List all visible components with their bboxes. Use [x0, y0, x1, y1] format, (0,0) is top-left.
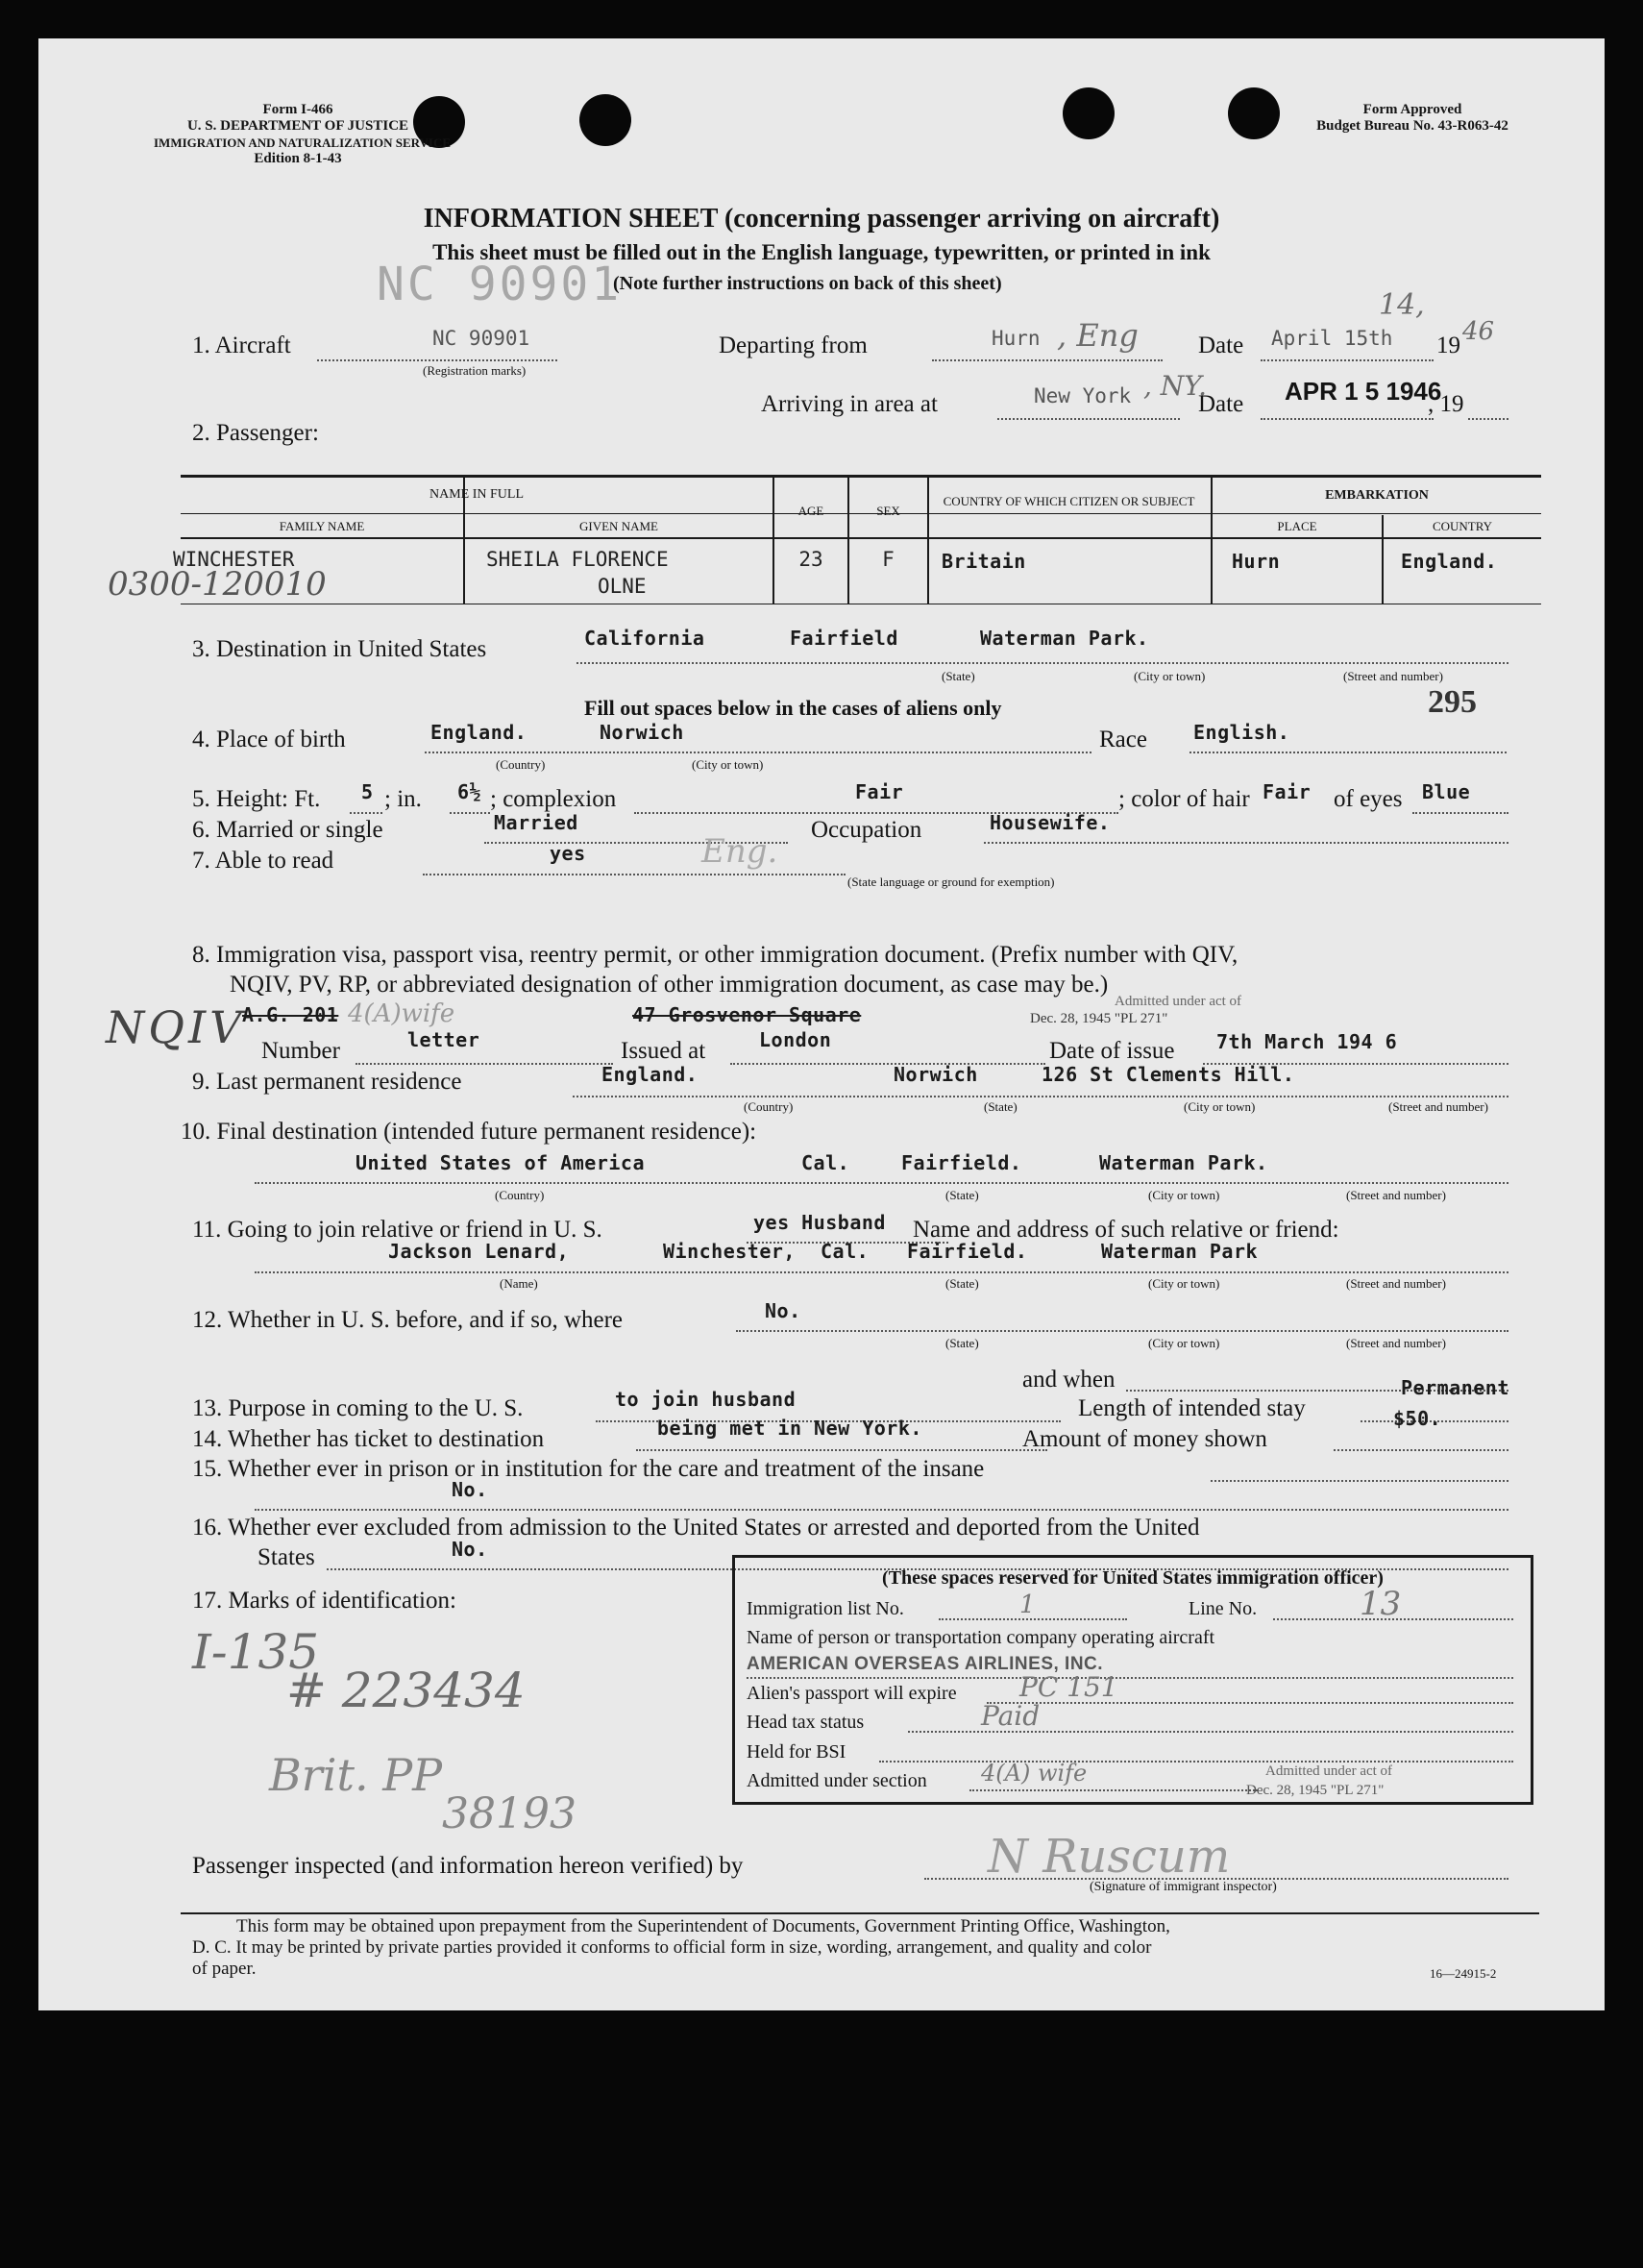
hair-label: ; color of hair — [1118, 786, 1250, 812]
residence-state-caption: (State) — [984, 1099, 1018, 1114]
relative-state-caption: (State) — [945, 1276, 979, 1291]
citizen-value: Britain — [942, 550, 1026, 573]
visa-typed-prefix: A.G. 201 — [242, 1003, 339, 1026]
visa-section-hand: 4(A)wife — [348, 999, 455, 1028]
given-name-value-2: OLNE — [598, 575, 647, 598]
ticket-value: being met in New York. — [657, 1417, 922, 1440]
th-age: AGE — [797, 504, 824, 518]
join-value: yes Husband — [753, 1211, 886, 1234]
eyes-label: of eyes — [1334, 786, 1403, 812]
edition: Edition 8-1-43 — [254, 151, 342, 166]
date-hand: 14, — [1379, 288, 1425, 322]
issue-date-label: Date of issue — [1049, 1038, 1175, 1064]
marks-hand-1: I-135 — [192, 1624, 320, 1680]
excluded-value: No. — [452, 1538, 488, 1561]
date-value: April 15th — [1271, 327, 1393, 350]
complexion-value: Fair — [855, 780, 904, 803]
excluded-label-2: States — [257, 1544, 315, 1570]
destination-street-caption: (Street and number) — [1343, 669, 1443, 683]
th-place: PLACE — [1277, 519, 1317, 533]
departing-hand: , Eng — [1057, 317, 1139, 354]
passenger-label: 2. Passenger: — [192, 420, 319, 446]
form-subtitle: This sheet must be filled out in the English language, typewritten, or printed in ink — [432, 240, 1211, 264]
join-label: 11. Going to join relative or friend in U. S. — [192, 1217, 602, 1243]
arriving-value: New York — [1034, 384, 1132, 407]
visa-stamp-date: Dec. 28, 1945 "PL 271" — [1030, 1011, 1168, 1026]
excluded-label: 16. Whether ever excluded from admission to the United States or arrested and deported from the United — [192, 1515, 1200, 1541]
residence-street-caption: (Street and number) — [1388, 1099, 1488, 1114]
purpose-value: to join husband — [615, 1388, 797, 1411]
visa-prefix-hand: NQIV — [106, 1001, 246, 1053]
age-value: 23 — [798, 548, 823, 571]
race-label: Race — [1099, 727, 1147, 752]
punch-hole — [1228, 87, 1280, 139]
final-destination-label: 10. Final destination (intended future permanent residence): — [181, 1119, 757, 1145]
bsi-label: Held for BSI — [747, 1741, 846, 1763]
destination-city-caption: (City or town) — [1134, 669, 1206, 683]
departing-label: Departing from — [719, 333, 868, 358]
destination-city: Fairfield — [790, 627, 898, 650]
footer-code: 16—24915-2 — [1430, 1966, 1497, 1981]
departing-value: Hurn — [992, 327, 1041, 350]
read-value: yes — [550, 842, 586, 865]
prison-value: No. — [452, 1478, 488, 1501]
birth-country-caption: (Country) — [496, 757, 546, 772]
final-country: United States of America — [356, 1151, 645, 1174]
issued-value: London — [759, 1028, 832, 1051]
service: IMMIGRATION AND NATURALIZATION SERVICE — [154, 136, 452, 150]
prison-label: 15. Whether ever in prison or in institution for the care and treatment of the insane — [192, 1456, 985, 1482]
relative-state: Cal. — [821, 1240, 870, 1263]
section-label: Admitted under section — [747, 1770, 927, 1791]
relative-street-caption: (Street and number) — [1346, 1276, 1446, 1291]
arriving-label: Arriving in area at — [761, 391, 938, 417]
visa-stamp-admitted: Admitted under act of — [1115, 994, 1242, 1009]
married-label: 6. Married or single — [192, 817, 383, 843]
box-stamp-date: Dec. 28, 1945 "PL 271" — [1246, 1783, 1385, 1798]
arrival-date-label: Date — [1198, 391, 1244, 417]
th-family-name: FAMILY NAME — [279, 519, 365, 533]
relative-name: Jackson Lenard, — [388, 1240, 570, 1263]
form-header-left — [154, 102, 452, 167]
relative-town: Fairfield. — [907, 1240, 1028, 1263]
destination-state-caption: (State) — [942, 669, 975, 683]
relative-street: Waterman Park — [1101, 1240, 1259, 1263]
hair-value: Fair — [1263, 780, 1312, 803]
before-city-caption: (City or town) — [1148, 1336, 1220, 1350]
footer-text-1: This form may be obtained upon prepayment from the Superintendent of Documents, Government Printing Office, Washington, — [236, 1916, 1170, 1936]
before-street-caption: (Street and number) — [1346, 1336, 1446, 1350]
date-label: Date — [1198, 333, 1244, 358]
destination-state: California — [584, 627, 705, 650]
when-label: and when — [1022, 1367, 1116, 1393]
birth-city-caption: (City or town) — [692, 757, 764, 772]
residence-label: 9. Last permanent residence — [192, 1069, 462, 1095]
visa-label-2: NQIV, PV, RP, or abbreviated designation of other immigration document, as case may be.) — [230, 972, 1109, 998]
footer-text-2: D. C. It may be printed by private parties provided it conforms to official form in size, wording, arrangement, and quality and color — [192, 1937, 1152, 1958]
destination-label: 3. Destination in United States — [192, 636, 487, 662]
money-label: Amount of money shown — [1022, 1426, 1267, 1452]
punch-hole — [579, 94, 631, 146]
read-label: 7. Able to read — [192, 848, 334, 874]
height-ft: 5 — [361, 780, 374, 803]
birth-city: Norwich — [600, 721, 684, 744]
embark-place-value: Hurn — [1232, 550, 1281, 573]
aircraft-value: NC 90901 — [432, 327, 530, 350]
before-state-caption: (State) — [945, 1336, 979, 1350]
residence-state: Norwich — [894, 1063, 978, 1086]
marks-hand-3: Brit. PP — [269, 1749, 443, 1801]
final-city: Fairfield. — [901, 1151, 1022, 1174]
marks-hand-4: 38193 — [442, 1789, 576, 1838]
th-given-name: GIVEN NAME — [579, 519, 658, 533]
before-label: 12. Whether in U. S. before, and if so, where — [192, 1307, 624, 1333]
company-value: AMERICAN OVERSEAS AIRLINES, INC. — [747, 1654, 1104, 1674]
visa-label-1: 8. Immigration visa, passport visa, reentry permit, or other immigration document. (Prefix number with QIV, — [192, 942, 1238, 968]
budget-bureau: Budget Bureau No. 43-R063-42 — [1316, 118, 1508, 134]
passport-label: Alien's passport will expire — [747, 1683, 957, 1704]
form-number: Form I-466 — [262, 102, 333, 117]
height-in-label: ; in. — [384, 786, 422, 812]
th-country: COUNTRY — [1432, 519, 1493, 533]
purpose-label: 13. Purpose in coming to the U. S. — [192, 1395, 524, 1421]
form-title: INFORMATION SHEET (concerning passenger arriving on aircraft) — [423, 204, 1220, 234]
final-state-caption: (State) — [945, 1188, 979, 1202]
inspector-signature: N Ruscum — [988, 1830, 1231, 1884]
married-value: Married — [494, 811, 578, 834]
marks-label: 17. Marks of identification: — [192, 1588, 456, 1614]
th-sex: SEX — [876, 504, 900, 518]
registration-stamp: NC 90901 — [377, 258, 623, 311]
aircraft-label: 1. Aircraft — [192, 333, 291, 358]
ticket-label: 14. Whether has ticket to destination — [192, 1426, 545, 1452]
visa-address: 47 Grosvenor Square — [632, 1003, 862, 1026]
height-in: 6½ — [457, 780, 482, 803]
th-embarkation: EMBARKATION — [1325, 488, 1429, 503]
department: U. S. DEPARTMENT OF JUSTICE — [186, 118, 409, 134]
arriving-hand: , NY. — [1143, 370, 1208, 402]
registration-caption: (Registration marks) — [423, 363, 527, 378]
destination-street: Waterman Park. — [980, 627, 1149, 650]
visa-number-label: Number — [261, 1038, 340, 1064]
occupation-label: Occupation — [811, 817, 922, 843]
height-label: 5. Height: Ft. — [192, 786, 321, 812]
passport-value: PC 151 — [1019, 1671, 1118, 1703]
punch-hole — [1063, 87, 1115, 139]
th-country-citizen: COUNTRY OF WHICH CITIZEN OR SUBJECT — [943, 494, 1195, 508]
stay-value: Permanent — [1401, 1376, 1509, 1399]
eyes-value: Blue — [1422, 780, 1471, 803]
line-no-label: Line No. — [1189, 1598, 1258, 1619]
form-header-right — [1287, 102, 1537, 135]
relative-city: Winchester, — [663, 1240, 796, 1263]
stay-label: Length of intended stay — [1078, 1395, 1306, 1421]
footer-text-3: of paper. — [192, 1959, 257, 1979]
arrival-year: , 19 — [1428, 391, 1464, 417]
given-name-value: SHEILA FLORENCE — [486, 548, 669, 571]
officer-box — [732, 1555, 1533, 1805]
list-no-label: Immigration list No. — [747, 1598, 904, 1619]
headtax-value: Paid — [981, 1700, 1041, 1732]
aliens-heading: Fill out spaces below in the cases of aliens only — [584, 696, 1002, 720]
issue-date-value: 7th March 194 6 — [1216, 1030, 1398, 1053]
line-no-value: 13 — [1360, 1585, 1402, 1623]
join-label-2: Name and address of such relative or friend: — [913, 1217, 1339, 1243]
complexion-label: ; complexion — [490, 786, 617, 812]
year-hand: 46 — [1462, 317, 1495, 346]
final-street-caption: (Street and number) — [1346, 1188, 1446, 1202]
arrival-date-stamp: APR 1 5 1946 — [1285, 377, 1442, 406]
race-value: English. — [1193, 721, 1290, 744]
relative-name-caption: (Name) — [500, 1276, 538, 1291]
residence-country-caption: (Country) — [744, 1099, 794, 1114]
section-value: 4(A) wife — [981, 1760, 1088, 1787]
th-name-in-full: NAME IN FULL — [429, 487, 524, 502]
final-state: Cal. — [801, 1151, 850, 1174]
year-prefix: 19 — [1436, 333, 1460, 358]
final-country-caption: (Country) — [495, 1188, 545, 1202]
information-sheet-form — [38, 38, 1605, 2010]
final-city-caption: (City or town) — [1148, 1188, 1220, 1202]
company-label: Name of person or transportation company operating aircraft — [747, 1627, 1215, 1648]
final-street: Waterman Park. — [1099, 1151, 1268, 1174]
officer-box-title: (These spaces reserved for United States immigration officer) — [882, 1567, 1384, 1589]
birth-country: England. — [430, 721, 527, 744]
family-name-value: WINCHESTER — [173, 548, 295, 571]
birth-label: 4. Place of birth — [192, 727, 346, 752]
residence-city-caption: (City or town) — [1184, 1099, 1256, 1114]
money-value: $50. — [1393, 1407, 1442, 1430]
visa-number-value: letter — [407, 1028, 480, 1051]
inspector-caption: (Signature of immigrant inspector) — [1090, 1880, 1277, 1894]
before-value: No. — [765, 1299, 801, 1322]
inspected-label: Passenger inspected (and information hereon verified) by — [192, 1853, 744, 1879]
residence-country: England. — [601, 1063, 699, 1086]
aliens-number: 295 — [1428, 684, 1477, 720]
list-no-value: 1 — [1019, 1590, 1036, 1619]
sex-value: F — [882, 548, 895, 571]
residence-street: 126 St Clements Hill. — [1042, 1063, 1295, 1086]
marks-hand-2: # 223434 — [286, 1663, 526, 1718]
instructions-note: (Note further instructions on back of this sheet) — [613, 273, 1002, 294]
relative-city-caption: (City or town) — [1148, 1276, 1220, 1291]
read-caption: (State language or ground for exemption) — [847, 875, 1055, 889]
form-approved: Form Approved — [1362, 102, 1462, 117]
headtax-label: Head tax status — [747, 1712, 865, 1733]
file-number-hand: 0300-120010 — [108, 565, 327, 604]
box-stamp-admitted: Admitted under act of — [1265, 1763, 1393, 1779]
embark-country-value: England. — [1401, 550, 1498, 573]
issued-label: Issued at — [621, 1038, 706, 1064]
read-hand: Eng. — [701, 832, 778, 871]
occupation-value: Housewife. — [990, 811, 1111, 834]
